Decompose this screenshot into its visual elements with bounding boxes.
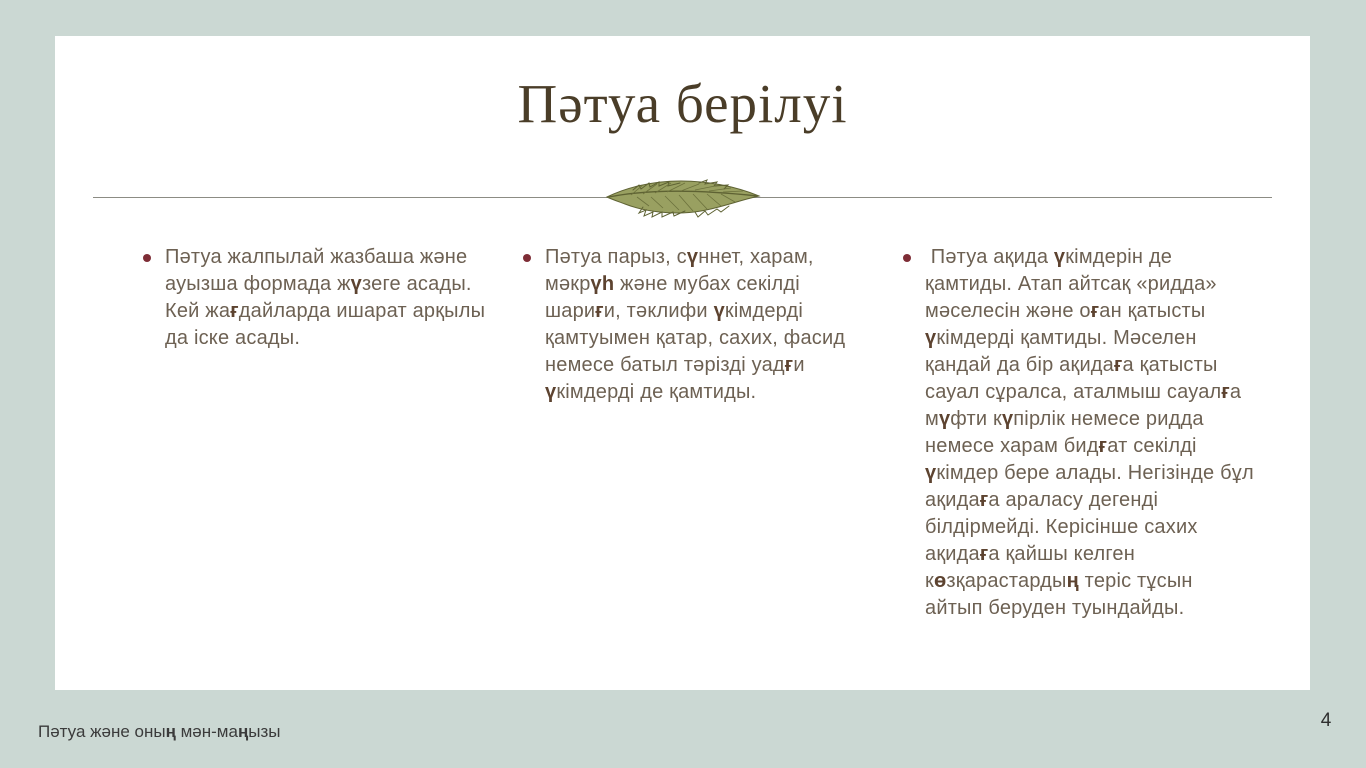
bullet-text: Пәтуа парыз, сүннет, харам, мәкрүһ және мубах секілді шариғи, тәклифи үкімдерді қамтуымен қатар, сахих, фасид немесе батыл тәрізді уадғи үкімдерді де қамтиды. xyxy=(545,246,851,403)
bullet-text: Пәтуа жалпылай жазбаша және ауызша формада жүзеге асады. Кей жағдайларда ишарат арқылы да іске асады. xyxy=(165,246,491,349)
bullet-item xyxy=(523,244,875,622)
footer-title: Пәтуа және оның мән-маңызы xyxy=(38,722,281,741)
bullet-marker xyxy=(143,254,151,262)
slide-canvas xyxy=(55,36,1310,690)
bullet-item xyxy=(903,244,1260,622)
slide-title: Пәтуа берілуі xyxy=(517,73,848,134)
bullet-text: Пәтуа ақида үкімдерін де қамтиды. Атап айтсақ «ридда» мәселесін және оған қатысты үкімдерді қамтиды. Мәселен қандай да бір ақидаға қатысты сауал сұралса, аталмыш сауалға мүфти күпірлік немесе ридда немесе харам бидғат секілді үкімдер бере алады. Негізінде бұл ақидаға араласу дегенді білдірмейді. Керісінше сахих ақидаға қайшы келген көзқарастардың теріс тұсын айтып беруден туындайды. xyxy=(925,246,1260,619)
page-number: 4 xyxy=(1320,710,1332,731)
bullet-item xyxy=(143,244,495,622)
bullet-marker xyxy=(523,254,531,262)
bullet-marker xyxy=(903,254,911,262)
bullet-columns xyxy=(143,244,1260,622)
feather-icon xyxy=(603,174,763,220)
